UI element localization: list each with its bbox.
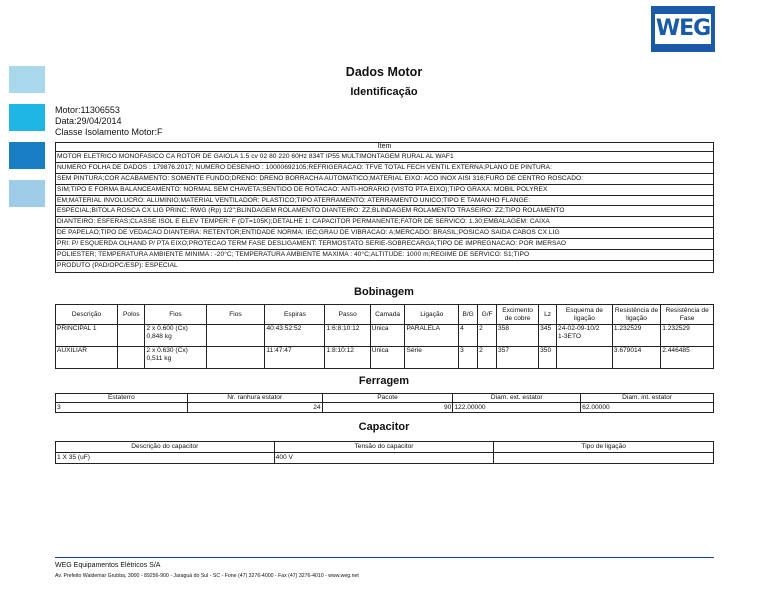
item-line: EM;MATERIAL INVOLUCRO: ALUMINIO;MATERIAL VENTILADOR: PLASTICO;TIPO ATERRAMENTO: ATERRAMENTO UNICO;TIPO E TAMANHO FLANGE: (56, 196, 713, 207)
bobinagem-header-cell: Passo (325, 305, 370, 325)
bobinagem-cell (206, 347, 265, 369)
ferragem-title: Ferragem (358, 375, 410, 387)
capacitor-title: Capacitor (358, 421, 410, 433)
bobinagem-cell: 2 (478, 325, 497, 347)
bobinagem-header-cell: Resistência de ligação (612, 305, 660, 325)
item-line: PRODUTO (PAD/OPC/ESP): ESPECIAL (57, 261, 178, 269)
bobinagem-header-cell: Esquema de ligação (557, 305, 613, 325)
side-color-block-2 (9, 104, 45, 131)
bobinagem-header-cell: Excimento de cobre (497, 305, 539, 325)
bobinagem-cell (206, 325, 265, 347)
ferragem-table (55, 393, 714, 413)
bobinagem-header-cell: Resistência de Fase (661, 305, 714, 325)
bobinagem-cell: 2 x 0.630 (Cx) 0,511 kg (145, 347, 206, 369)
bobinagem-cell: 1.232529 (612, 325, 660, 347)
insulation-class: Classe Isolamento Motor:F (55, 127, 163, 137)
side-color-block-4 (9, 180, 45, 207)
bobinagem-cell: Única (370, 325, 405, 347)
bobinagem-cell: AUXILIAR (56, 347, 118, 369)
bobinagem-cell: 40:43:52:52 (265, 325, 325, 347)
bobinagem-cell: Única (370, 347, 405, 369)
weg-logo-inner (655, 14, 711, 44)
ferragem-header-cell: Diam. int. estator (581, 394, 714, 403)
item-line: DE PAPELAO;TIPO DE VEDACAO DIANTEIRA: RETENTOR;ENTIDADE NORMA: IEC;GRAU DE VIBRACAO: A;MERCADO: BRASIL;POSICAO SAIDA CABOS CX LIG (56, 228, 713, 239)
bobinagem-header-cell: Fios (206, 305, 265, 325)
bobinagem-cell (118, 347, 145, 369)
bobinagem-cell: 2 x 0.600 (Cx) 0,848 kg (145, 325, 206, 347)
bobinagem-cell: 2.446485 (661, 347, 714, 369)
bobinagem-cell: 24-02-09-10/2 1-3ETO (557, 325, 613, 347)
ferragem-header-cell: Diam. ext. estator (453, 394, 581, 403)
ferragem-header-cell: Pacote (322, 394, 453, 403)
item-line: NUMERO FOLHA DE DADOS : 179876.2017; NUMERO DESENHO : 10000692105;REFRIGERACAO: TFVE TOTAL FECH VENTIL EXTERNA;PLANO DE PINTURA: (56, 163, 713, 174)
page-subtitle: Identificação (350, 86, 418, 98)
bobinagem-cell: 3.679014 (612, 347, 660, 369)
bobinagem-cell: 3 (459, 347, 478, 369)
bobinagem-header-cell: Lz (539, 305, 557, 325)
weg-logo-text: WEG (655, 16, 711, 41)
bobinagem-header-cell: Fios (145, 305, 206, 325)
ferragem-header-cell: Nr. ranhura estator (187, 394, 322, 403)
table-row (56, 325, 714, 347)
item-line: MOTOR ELETRICO MONOFASICO CA ROTOR DE GAIOLA 1.5 cv 02 80 220 60Hz 834T IP55 MULTIMONTAGEM RURAL AL WAF1 (56, 152, 713, 163)
bobinagem-cell: 4 (459, 325, 478, 347)
bobinagem-header-cell: Polos (118, 305, 145, 325)
item-line: POLIESTER; TEMPERATURA AMBIENTE MINIMA : -20°C; TEMPERATURA AMBIENTE MAXIMA : 40°C;ALTITUDE: 1000 m;REGIME DE SERVICO: S1;TIPO (56, 250, 713, 261)
table-row (56, 347, 714, 369)
footer-company: WEG Equipamentos Elétricos S/A (55, 562, 161, 569)
ferragem-cell: 24 (187, 403, 322, 413)
footer-divider (55, 557, 714, 558)
bobinagem-header-cell: Camada (370, 305, 405, 325)
ferragem-cell: 90 (322, 403, 453, 413)
bobinagem-cell: 1.232529 (661, 325, 714, 347)
bobinagem-cell: 2 (478, 347, 497, 369)
bobinagem-cell: 1:8:10:12 (325, 347, 370, 369)
bobinagem-cell (557, 347, 613, 369)
item-lines (56, 152, 713, 272)
bobinagem-header-cell: G/F (478, 305, 497, 325)
side-color-block-3 (9, 142, 45, 169)
capacitor-header-cell: Tensão do capacitor (274, 442, 494, 453)
capacitor-cell (494, 453, 714, 464)
bobinagem-cell: PRINCIPAL 1 (56, 325, 118, 347)
ferragem-header-cell: Estaterro (56, 394, 188, 403)
footer-address: Av. Prefeito Waldemar Grubba, 3000 - 89256-900 - Jaraguá do Sul - SC - Fone (47) 3276-4000 - Fax (47) 3276-4010 - www.weg.net (55, 573, 359, 579)
ferragem-cell: 62.00000 (581, 403, 714, 413)
bobinagem-cell: 11:47:47 (265, 347, 325, 369)
item-line: PRI: P/ ESQUERDA OLHAND P/ PTA EIXO;PROTECAO TERM FASE DESLIGAMENT: TERMOSTATO SERIE-SOBRECARGA;TIPO DE IMPREGNACAO: POR IMERSAO (56, 239, 713, 250)
item-line: ESPECIAL;BITOLA ROSCA CX LIG PRINC: RWG (Rp) 1/2";BLINDAGEM ROLAMENTO DIANTEIRO: ZZ;BLINDAGEM ROLAMENTO TRASEIRO: ZZ;TIPO ROLAMENTO (56, 206, 713, 217)
bobinagem-cell: 358 (497, 325, 539, 347)
bobinagem-header-cell: Espiras (265, 305, 325, 325)
item-line: DIANTEIRO: ESFERAS;CLASSE ISOL E ELEV TEMPER: F (DT=105K);DETALHE 1: CAPACITOR PERMANENTE;FATOR DE SERVICO: 1.30;EMBALAGEM: CAIXA (56, 217, 713, 228)
bobinagem-cell: 1:6:8:10:12 (325, 325, 370, 347)
bobinagem-cell: 350 (539, 347, 557, 369)
capacitor-cell: 400 V (274, 453, 494, 464)
capacitor-header-cell: Descrição do capacitor (56, 442, 275, 453)
bobinagem-cell: 357 (497, 347, 539, 369)
bobinagem-cell (118, 325, 145, 347)
capacitor-header-cell: Tipo de ligação (494, 442, 714, 453)
capacitor-cell: 1 X 35 (uF) (56, 453, 275, 464)
motor-date: Data:29/04/2014 (55, 116, 122, 126)
ferragem-cell: 122.00000 (453, 403, 581, 413)
bobinagem-header-cell: B/G (459, 305, 478, 325)
weg-logo (651, 6, 715, 52)
motor-number: Motor:11306553 (55, 105, 120, 115)
bobinagem-cell: PARALELA (405, 325, 459, 347)
capacitor-table (55, 441, 714, 464)
bobinagem-cell: Série (405, 347, 459, 369)
page-title: Dados Motor (345, 65, 423, 79)
bobinagem-title: Bobinagem (354, 286, 414, 298)
item-line: SIM;TIPO E FORMA BALANCEAMENTO: NORMAL SEM CHAVETA;SENTIDO DE ROTACAO: ANTI-HORARIO (VISTO PTA EIXO);TIPO GRAXA: MOBIL POLYREX (56, 185, 713, 196)
motor-info (55, 105, 163, 138)
item-table-header: Item (56, 143, 713, 152)
ferragem-cell: 3 (56, 403, 188, 413)
bobinagem-cell: 345 (539, 325, 557, 347)
bobinagem-header-cell: Descrição (56, 305, 118, 325)
item-line: SEM PINTURA;COR ACABAMENTO: SOMENTE FUNDO;DRENO: DRENO BORRACHA AUTOMATICO;MATERIAL EIXO: ACO INOX AISI 316;FURO DE CENTRO ROSCADO: (56, 174, 713, 185)
bobinagem-header-cell: Ligação (405, 305, 459, 325)
item-table (55, 142, 714, 273)
bobinagem-table (55, 304, 714, 369)
